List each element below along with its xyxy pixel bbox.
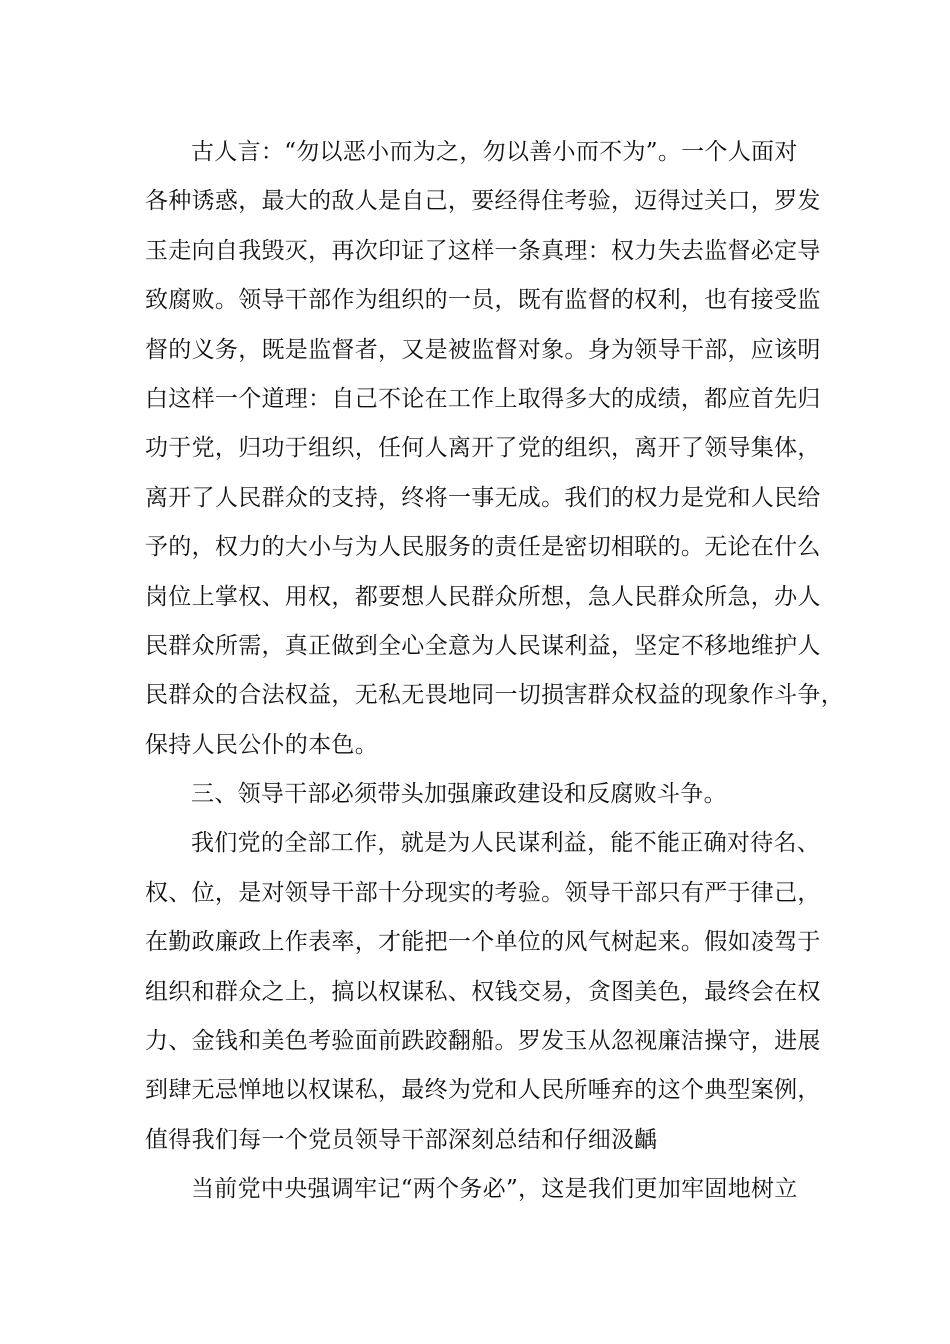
text-line: 组织和群众之上，搞以权谋私、权钱交易，贪图美色，最终会在权 bbox=[145, 978, 821, 1005]
text-line: 白这样一个道理：自己不论在工作上取得多大的成绩，都应首先归 bbox=[145, 385, 821, 412]
text-line: 致腐败。领导干部作为组织的一员，既有监督的权利，也有接受监 bbox=[145, 287, 821, 314]
text-line: 权、位，是对领导干部十分现实的考验。领导干部只有严于律己， bbox=[145, 879, 821, 906]
text-line: 力、金钱和美色考验面前跌跤翻船。罗发玉从忽视廉洁操守，进展 bbox=[145, 1028, 821, 1055]
paragraph-3 bbox=[145, 1165, 825, 1214]
text-line: 古人言：“勿以恶小而为之，勿以善小而不为”。一个人面对 bbox=[191, 139, 798, 165]
text-line: 民群众所需，真正做到全心全意为人民谋利益，坚定不移地维护人 bbox=[145, 632, 821, 659]
text-line: 予的，权力的大小与为人民服务的责任是密切相联的。无论在什么 bbox=[145, 534, 821, 561]
text-line: 在勤政廉政上作表率，才能把一个单位的风气树起来。假如凌驾于 bbox=[145, 929, 821, 956]
text-line: 民群众的合法权益，无私无畏地同一切损害群众权益的现象作斗争， bbox=[145, 682, 844, 709]
text-line: 当前党中央强调牢记“两个务必”，这是我们更加牢固地树立 bbox=[191, 1176, 798, 1203]
text-line: 离开了人民群众的支持，终将一事无成。我们的权力是党和人民给 bbox=[145, 484, 821, 511]
text-line: 功于党，归功于组织，任何人离开了党的组织，离开了领导集体， bbox=[145, 435, 821, 462]
body-text bbox=[145, 128, 844, 1215]
text-line: 到肆无忌惮地以权谋私，最终为党和人民所唾弃的这个典型案例， bbox=[145, 1077, 821, 1104]
paragraph-1 bbox=[145, 128, 844, 770]
text-line: 玉走向自我毁灭，再次印证了这样一条真理：权力失去监督必定导 bbox=[145, 237, 821, 264]
text-line: 督的义务，既是监督者，又是被监督对象。身为领导干部，应该明 bbox=[145, 336, 821, 363]
text-line: 保持人民公仆的本色。 bbox=[145, 731, 378, 758]
paragraph-2 bbox=[145, 819, 825, 1165]
section-heading-3 bbox=[145, 770, 825, 819]
text-line: 值得我们每一个党员领导干部深刻总结和仔细汲齲 bbox=[145, 1126, 658, 1153]
text-line: 我们党的全部工作，就是为人民谋利益，能不能正确对待名、 bbox=[191, 830, 821, 857]
heading-line: 三、领导干部必须带头加强廉政建设和反腐败斗争。 bbox=[191, 781, 727, 808]
text-line: 各种诱惑，最大的敌人是自己，要经得住考验，迈得过关口，罗发 bbox=[145, 188, 821, 215]
text-line: 岗位上掌权、用权，都要想人民群众所想，急人民群众所急，办人 bbox=[145, 583, 821, 610]
